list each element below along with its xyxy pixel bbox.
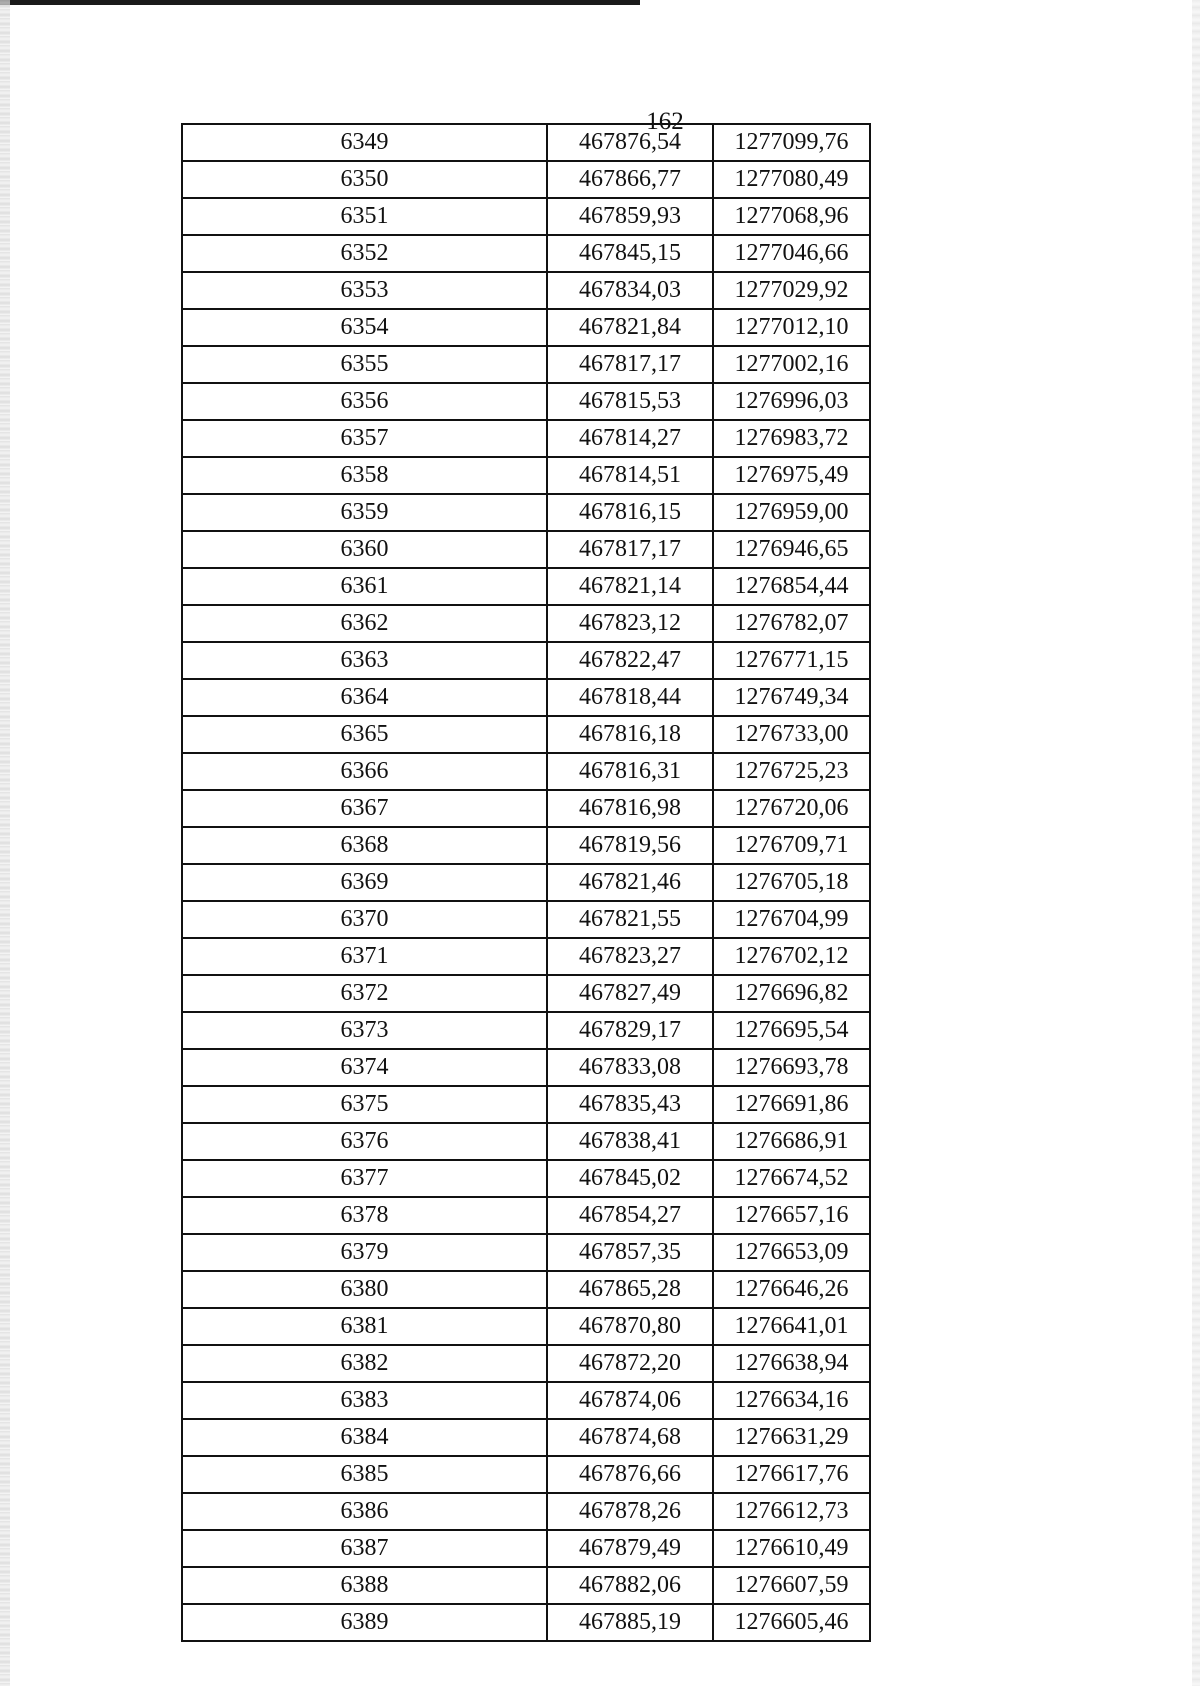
scan-edge-left <box>0 0 10 1686</box>
x-coordinate-cell: 467818,44 <box>547 679 713 716</box>
y-coordinate-cell: 1276704,99 <box>713 901 870 938</box>
point-number-cell: 6376 <box>182 1123 547 1160</box>
x-coordinate-cell: 467821,55 <box>547 901 713 938</box>
x-coordinate-cell: 467816,15 <box>547 494 713 531</box>
table-row <box>182 716 870 753</box>
point-number-cell: 6350 <box>182 161 547 198</box>
table-row <box>182 1530 870 1567</box>
y-coordinate-cell: 1276996,03 <box>713 383 870 420</box>
point-number-cell: 6371 <box>182 938 547 975</box>
table-row <box>182 1086 870 1123</box>
point-number-cell: 6381 <box>182 1308 547 1345</box>
x-coordinate-cell: 467815,53 <box>547 383 713 420</box>
table-row <box>182 1419 870 1456</box>
table-row <box>182 272 870 309</box>
y-coordinate-cell: 1277099,76 <box>713 124 870 161</box>
x-coordinate-cell: 467816,18 <box>547 716 713 753</box>
y-coordinate-cell: 1276725,23 <box>713 753 870 790</box>
table-row <box>182 605 870 642</box>
y-coordinate-cell: 1276610,49 <box>713 1530 870 1567</box>
x-coordinate-cell: 467829,17 <box>547 1012 713 1049</box>
x-coordinate-cell: 467827,49 <box>547 975 713 1012</box>
x-coordinate-cell: 467870,80 <box>547 1308 713 1345</box>
y-coordinate-cell: 1276641,01 <box>713 1308 870 1345</box>
y-coordinate-cell: 1276686,91 <box>713 1123 870 1160</box>
x-coordinate-cell: 467845,15 <box>547 235 713 272</box>
point-number-cell: 6377 <box>182 1160 547 1197</box>
point-number-cell: 6354 <box>182 309 547 346</box>
y-coordinate-cell: 1276959,00 <box>713 494 870 531</box>
table-row <box>182 975 870 1012</box>
point-number-cell: 6356 <box>182 383 547 420</box>
x-coordinate-cell: 467874,68 <box>547 1419 713 1456</box>
point-number-cell: 6369 <box>182 864 547 901</box>
point-number-cell: 6373 <box>182 1012 547 1049</box>
point-number-cell: 6388 <box>182 1567 547 1604</box>
point-number-cell: 6379 <box>182 1234 547 1271</box>
x-coordinate-cell: 467835,43 <box>547 1086 713 1123</box>
y-coordinate-cell: 1276983,72 <box>713 420 870 457</box>
point-number-cell: 6370 <box>182 901 547 938</box>
x-coordinate-cell: 467821,46 <box>547 864 713 901</box>
point-number-cell: 6372 <box>182 975 547 1012</box>
x-coordinate-cell: 467814,27 <box>547 420 713 457</box>
table-row <box>182 124 870 161</box>
x-coordinate-cell: 467817,17 <box>547 346 713 383</box>
x-coordinate-cell: 467822,47 <box>547 642 713 679</box>
x-coordinate-cell: 467823,27 <box>547 938 713 975</box>
table-row <box>182 1567 870 1604</box>
x-coordinate-cell: 467857,35 <box>547 1234 713 1271</box>
point-number-cell: 6367 <box>182 790 547 827</box>
table-row <box>182 1123 870 1160</box>
x-coordinate-cell: 467879,49 <box>547 1530 713 1567</box>
x-coordinate-cell: 467882,06 <box>547 1567 713 1604</box>
scan-edge-top <box>0 0 640 5</box>
y-coordinate-cell: 1276605,46 <box>713 1604 870 1641</box>
table-row <box>182 753 870 790</box>
point-number-cell: 6366 <box>182 753 547 790</box>
x-coordinate-cell: 467819,56 <box>547 827 713 864</box>
x-coordinate-cell: 467821,84 <box>547 309 713 346</box>
point-number-cell: 6368 <box>182 827 547 864</box>
y-coordinate-cell: 1277080,49 <box>713 161 870 198</box>
y-coordinate-cell: 1276674,52 <box>713 1160 870 1197</box>
table-row <box>182 1234 870 1271</box>
table-row <box>182 1382 870 1419</box>
point-number-cell: 6362 <box>182 605 547 642</box>
x-coordinate-cell: 467865,28 <box>547 1271 713 1308</box>
x-coordinate-cell: 467854,27 <box>547 1197 713 1234</box>
y-coordinate-cell: 1276720,06 <box>713 790 870 827</box>
y-coordinate-cell: 1276657,16 <box>713 1197 870 1234</box>
page-number: 162 <box>646 108 684 135</box>
x-coordinate-cell: 467834,03 <box>547 272 713 309</box>
x-coordinate-cell: 467817,17 <box>547 531 713 568</box>
point-number-cell: 6384 <box>182 1419 547 1456</box>
point-number-cell: 6353 <box>182 272 547 309</box>
point-number-cell: 6360 <box>182 531 547 568</box>
x-coordinate-cell: 467876,54 <box>547 124 713 161</box>
table-row <box>182 1197 870 1234</box>
x-coordinate-cell: 467845,02 <box>547 1160 713 1197</box>
y-coordinate-cell: 1276653,09 <box>713 1234 870 1271</box>
table-row <box>182 864 870 901</box>
table-row <box>182 346 870 383</box>
table-row <box>182 790 870 827</box>
table-row <box>182 642 870 679</box>
point-number-cell: 6380 <box>182 1271 547 1308</box>
table-row <box>182 1160 870 1197</box>
x-coordinate-cell: 467833,08 <box>547 1049 713 1086</box>
y-coordinate-cell: 1276612,73 <box>713 1493 870 1530</box>
point-number-cell: 6359 <box>182 494 547 531</box>
x-coordinate-cell: 467872,20 <box>547 1345 713 1382</box>
point-number-cell: 6352 <box>182 235 547 272</box>
point-number-cell: 6357 <box>182 420 547 457</box>
table-row <box>182 531 870 568</box>
x-coordinate-cell: 467878,26 <box>547 1493 713 1530</box>
table-row <box>182 1456 870 1493</box>
table-row <box>182 827 870 864</box>
y-coordinate-cell: 1276975,49 <box>713 457 870 494</box>
point-number-cell: 6374 <box>182 1049 547 1086</box>
table-row <box>182 494 870 531</box>
point-number-cell: 6363 <box>182 642 547 679</box>
table-row <box>182 679 870 716</box>
table-row <box>182 235 870 272</box>
y-coordinate-cell: 1276646,26 <box>713 1271 870 1308</box>
y-coordinate-cell: 1276617,76 <box>713 1456 870 1493</box>
y-coordinate-cell: 1277046,66 <box>713 235 870 272</box>
table-row <box>182 1604 870 1641</box>
table-row <box>182 457 870 494</box>
table-row <box>182 420 870 457</box>
point-number-cell: 6383 <box>182 1382 547 1419</box>
point-number-cell: 6349 <box>182 124 547 161</box>
table-row <box>182 309 870 346</box>
y-coordinate-cell: 1276638,94 <box>713 1345 870 1382</box>
y-coordinate-cell: 1276733,00 <box>713 716 870 753</box>
table-row <box>182 1271 870 1308</box>
point-number-cell: 6387 <box>182 1530 547 1567</box>
y-coordinate-cell: 1276749,34 <box>713 679 870 716</box>
y-coordinate-cell: 1276782,07 <box>713 605 870 642</box>
x-coordinate-cell: 467816,98 <box>547 790 713 827</box>
point-number-cell: 6365 <box>182 716 547 753</box>
point-number-cell: 6382 <box>182 1345 547 1382</box>
point-number-cell: 6385 <box>182 1456 547 1493</box>
x-coordinate-cell: 467838,41 <box>547 1123 713 1160</box>
table-row <box>182 1493 870 1530</box>
table-row <box>182 1049 870 1086</box>
y-coordinate-cell: 1276696,82 <box>713 975 870 1012</box>
point-number-cell: 6351 <box>182 198 547 235</box>
y-coordinate-cell: 1276691,86 <box>713 1086 870 1123</box>
y-coordinate-cell: 1276946,65 <box>713 531 870 568</box>
table-row <box>182 383 870 420</box>
x-coordinate-cell: 467816,31 <box>547 753 713 790</box>
point-number-cell: 6389 <box>182 1604 547 1641</box>
y-coordinate-cell: 1276709,71 <box>713 827 870 864</box>
y-coordinate-cell: 1277012,10 <box>713 309 870 346</box>
x-coordinate-cell: 467814,51 <box>547 457 713 494</box>
y-coordinate-cell: 1277002,16 <box>713 346 870 383</box>
coordinates-table-body <box>182 124 870 1641</box>
point-number-cell: 6361 <box>182 568 547 605</box>
x-coordinate-cell: 467874,06 <box>547 1382 713 1419</box>
y-coordinate-cell: 1276854,44 <box>713 568 870 605</box>
point-number-cell: 6358 <box>182 457 547 494</box>
table-row <box>182 901 870 938</box>
x-coordinate-cell: 467823,12 <box>547 605 713 642</box>
table-row <box>182 161 870 198</box>
point-number-cell: 6378 <box>182 1197 547 1234</box>
x-coordinate-cell: 467885,19 <box>547 1604 713 1641</box>
point-number-cell: 6355 <box>182 346 547 383</box>
y-coordinate-cell: 1277068,96 <box>713 198 870 235</box>
y-coordinate-cell: 1276607,59 <box>713 1567 870 1604</box>
y-coordinate-cell: 1276634,16 <box>713 1382 870 1419</box>
y-coordinate-cell: 1276695,54 <box>713 1012 870 1049</box>
table-row <box>182 1345 870 1382</box>
y-coordinate-cell: 1276702,12 <box>713 938 870 975</box>
y-coordinate-cell: 1276771,15 <box>713 642 870 679</box>
y-coordinate-cell: 1276693,78 <box>713 1049 870 1086</box>
coordinates-table <box>181 123 871 1642</box>
y-coordinate-cell: 1277029,92 <box>713 272 870 309</box>
table-row <box>182 198 870 235</box>
scan-edge-right <box>1192 0 1200 1686</box>
point-number-cell: 6364 <box>182 679 547 716</box>
point-number-cell: 6375 <box>182 1086 547 1123</box>
x-coordinate-cell: 467821,14 <box>547 568 713 605</box>
table-row <box>182 938 870 975</box>
x-coordinate-cell: 467876,66 <box>547 1456 713 1493</box>
table-row <box>182 568 870 605</box>
table-row <box>182 1308 870 1345</box>
y-coordinate-cell: 1276705,18 <box>713 864 870 901</box>
x-coordinate-cell: 467866,77 <box>547 161 713 198</box>
x-coordinate-cell: 467859,93 <box>547 198 713 235</box>
y-coordinate-cell: 1276631,29 <box>713 1419 870 1456</box>
point-number-cell: 6386 <box>182 1493 547 1530</box>
table-row <box>182 1012 870 1049</box>
